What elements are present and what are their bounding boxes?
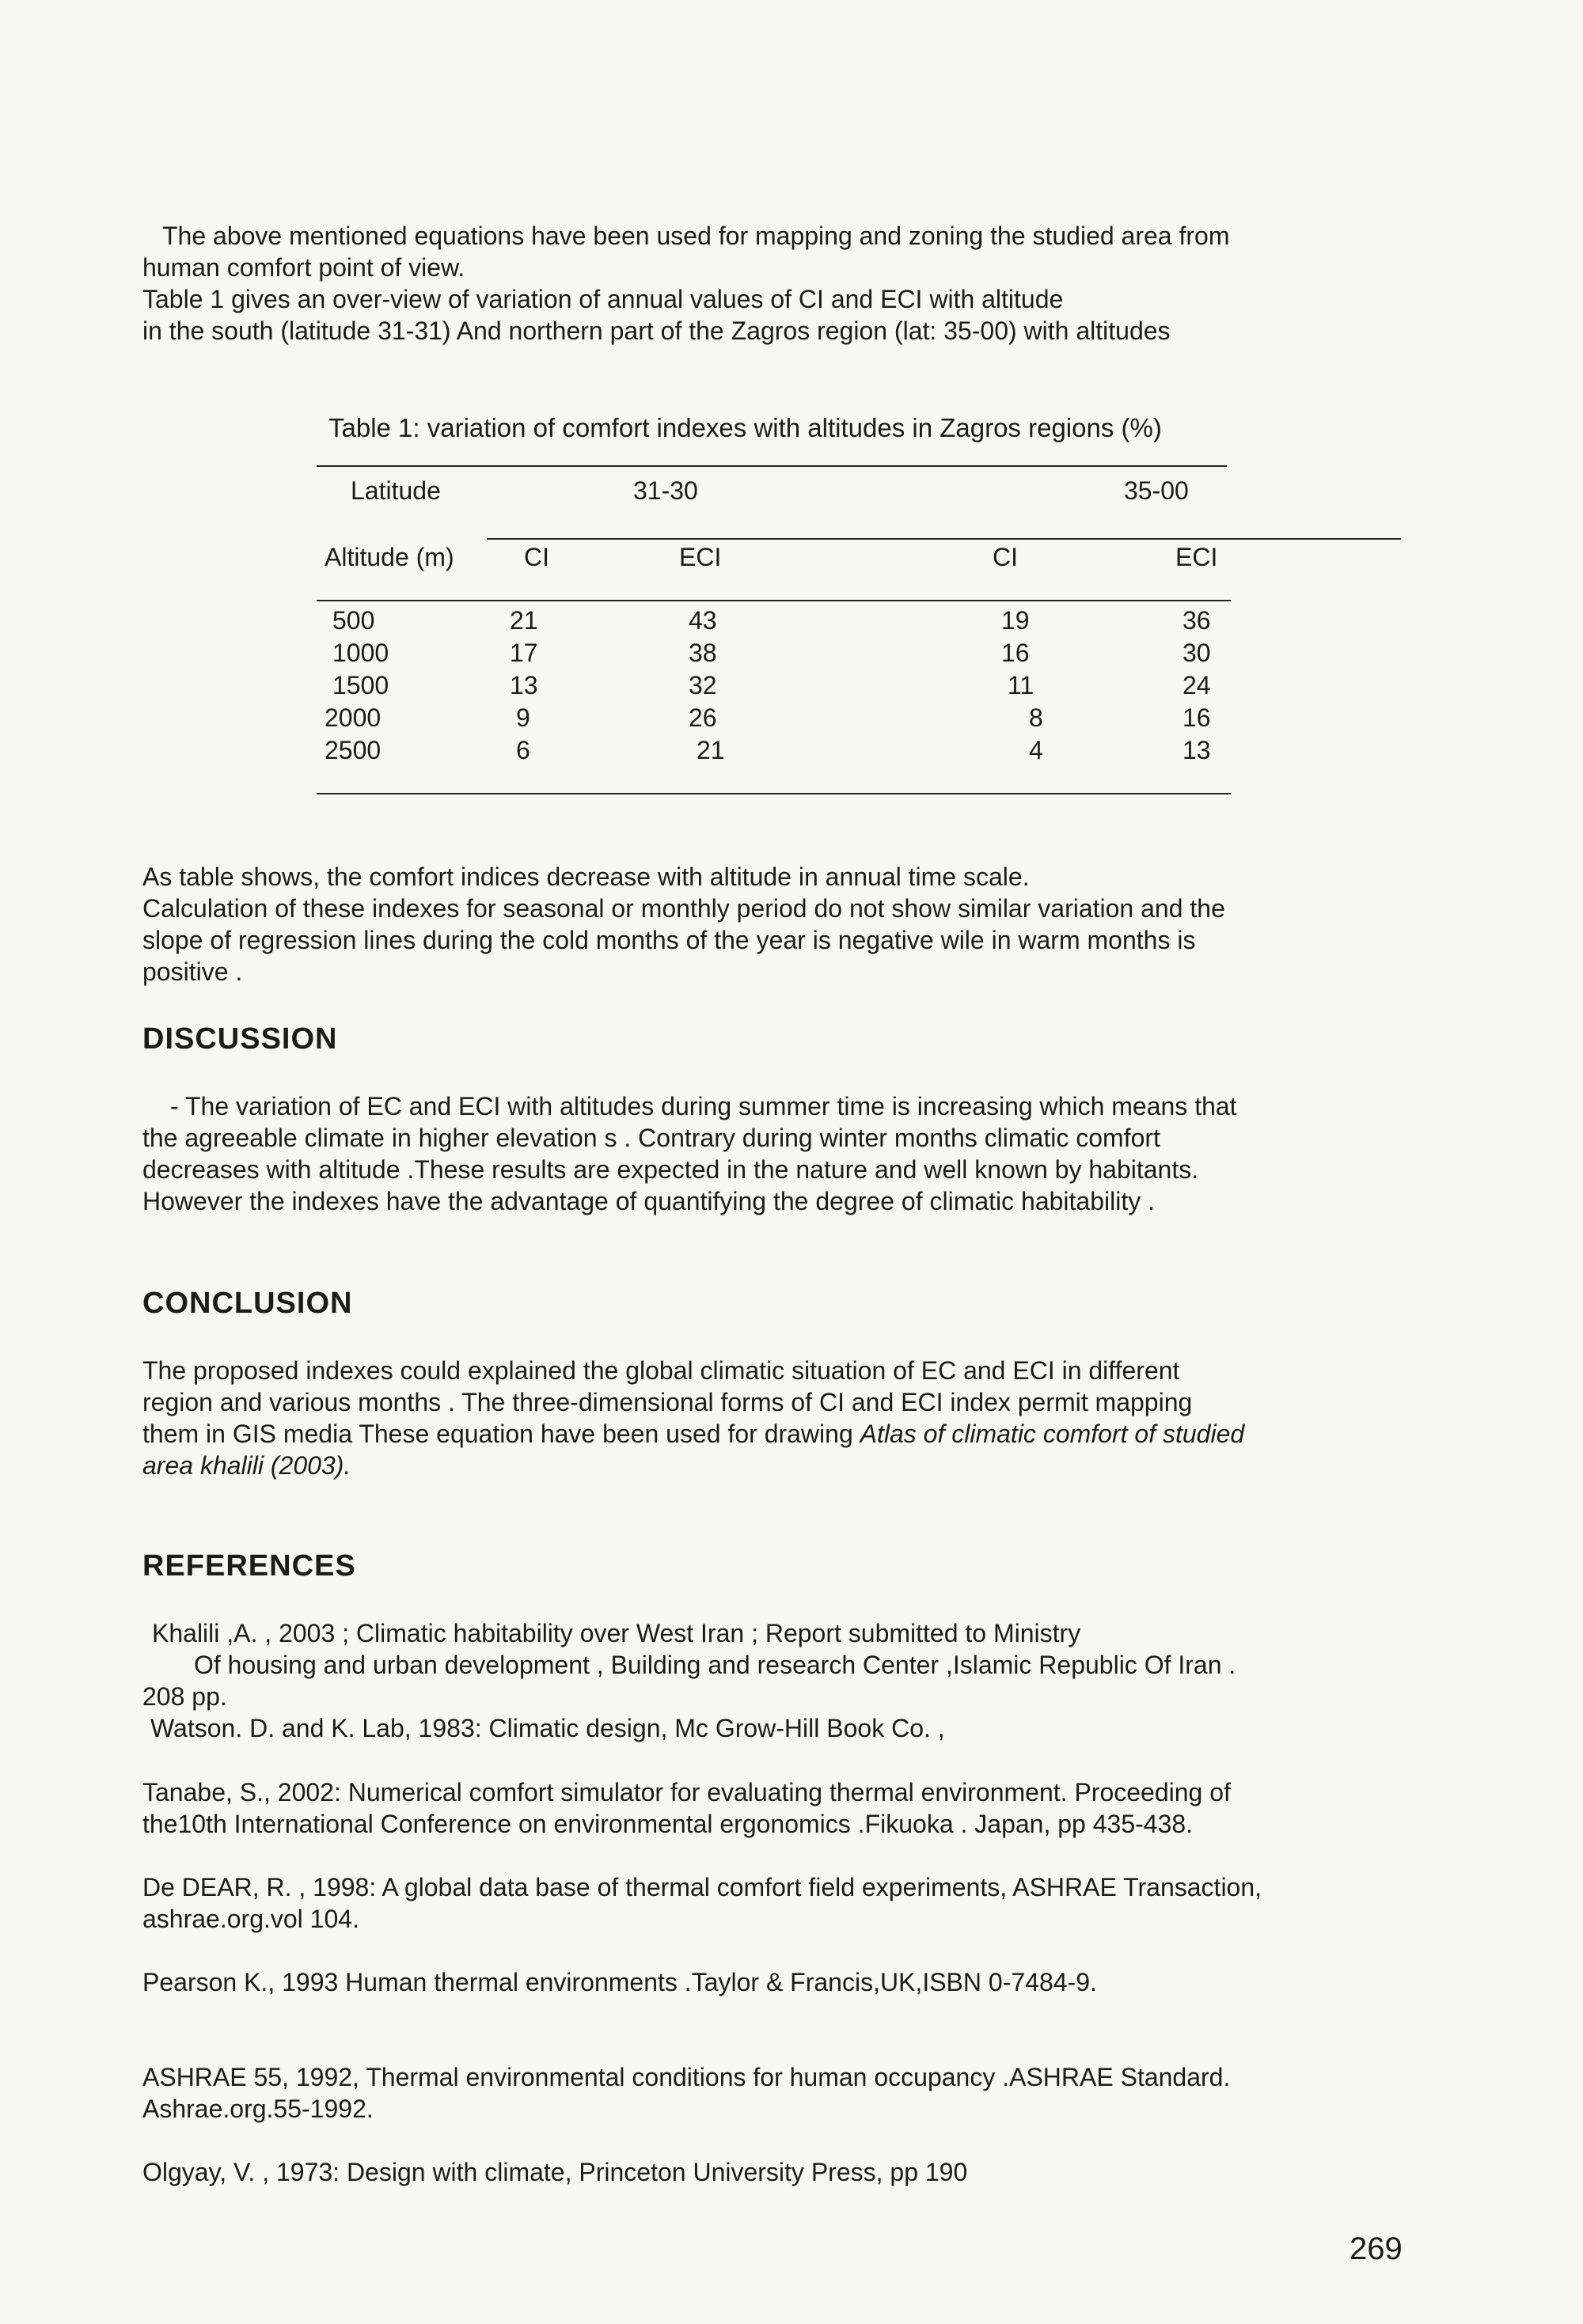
table-cell-eci-south: 21 [697,736,725,764]
table-cell-ci-south: 21 [510,606,538,635]
table-cell-eci-south: 32 [689,671,717,699]
table-cell-ci-south: 13 [510,671,538,699]
references-heading: REFERENCES [142,1549,356,1583]
table-cell-alt: 1500 [332,671,389,699]
table-cell-ci-north: 11 [1008,671,1034,699]
reference-entry: 208 pp. [142,1682,227,1711]
conclusion-line-1: The proposed indexes could explained the global climatic situation of EC and ECI in different [142,1356,1180,1385]
table-col-ci-north: CI [993,543,1018,571]
table-cell-alt: 500 [332,606,375,635]
table-cell-eci-north: 13 [1183,736,1211,764]
discussion-line-3: decreases with altitude .These results are expected in the nature and well known by habitants. [142,1155,1199,1184]
reference-entry: the10th International Conference on environmental ergonomics .Fikuoka . Japan, pp 435-438. [142,1810,1194,1838]
intro-line-1: The above mentioned equations have been used for mapping and zoning the studied area from [162,222,1230,250]
reference-entry: Khalili ,A. , 2003 ; Climatic habitability over West Iran ; Report submitted to Ministry [152,1619,1081,1647]
page-number: 269 [1350,2231,1403,2266]
table-cell-ci-north: 16 [1001,639,1030,667]
reference-entry: Tanabe, S., 2002: Numerical comfort simulator for evaluating thermal environment. Proceeding of [142,1778,1231,1807]
table-cell-eci-south: 38 [689,639,717,667]
reference-entry: Of housing and urban development , Building and research Center ,Islamic Republic Of Iran . [194,1651,1236,1679]
table-mid-rule [487,538,1401,540]
table-cell-ci-north: 19 [1001,606,1030,635]
reference-entry: De DEAR, R. , 1998: A global data base of thermal comfort field experiments, ASHRAE Transaction, [142,1873,1262,1901]
table-cell-ci-south: 9 [516,703,530,732]
reference-entry: Watson. D. and K. Lab, 1983: Climatic design, Mc Grow-Hill Book Co. , [150,1714,945,1742]
table-bottom-rule [317,793,1231,794]
table-lat-south: 31-30 [633,476,698,505]
reference-entry: ashrae.org.vol 104. [142,1905,359,1933]
table-col-eci-south: ECI [679,543,722,571]
table-col-eci-north: ECI [1175,543,1218,571]
table-cell-ci-north: 8 [1029,703,1043,732]
conclusion-line-2: region and various months . The three-dimensional forms of CI and ECI index permit mapping [142,1388,1193,1416]
table-lat-north: 35-00 [1124,476,1189,505]
table-top-rule [317,465,1227,467]
after-table-line-3: slope of regression lines during the cold months of the year is negative wile in warm months is [142,926,1196,954]
table-header-rule [317,600,1231,601]
conclusion-heading: CONCLUSION [142,1287,353,1320]
intro-line-4: in the south (latitude 31-31) And northern part of the Zagros region (lat: 35-00) with altitudes [142,317,1171,345]
conclusion-atlas-title: Atlas of climatic comfort of studied [860,1420,1245,1448]
discussion-line-1: - The variation of EC and ECI with altitudes during summer time is increasing which means that [170,1092,1237,1120]
table-cell-eci-north: 16 [1183,703,1211,732]
reference-entry: Olgyay, V. , 1973: Design with climate, Princeton University Press, pp 190 [142,2158,968,2186]
after-table-line-1: As table shows, the comfort indices decrease with altitude in annual time scale. [142,862,1030,891]
table-cell-eci-north: 24 [1183,671,1211,699]
after-table-line-2: Calculation of these indexes for seasonal or monthly period do not show similar variation and the [142,894,1225,923]
after-table-line-4: positive . [142,957,243,986]
discussion-line-2: the agreeable climate in higher elevation s . Contrary during winter months climatic comfort [142,1124,1160,1152]
table-cell-eci-south: 26 [689,703,717,732]
intro-line-2: human comfort point of view. [142,253,465,282]
table-cell-alt: 2000 [325,703,382,732]
table-caption: Table 1: variation of comfort indexes with altitudes in Zagros regions (%) [328,413,1162,442]
conclusion-line-3 [142,1418,1244,1450]
table-altitude-label: Altitude (m) [325,543,454,571]
table-cell-eci-north: 30 [1183,639,1211,667]
discussion-heading: DISCUSSION [142,1022,338,1056]
conclusion-line-3-text: them in GIS media These equation have been used for drawing [142,1420,860,1448]
table-cell-ci-south: 17 [510,639,538,667]
reference-entry: Ashrae.org.55-1992. [142,2095,374,2123]
table-cell-alt: 1000 [332,639,389,667]
table-cell-ci-south: 6 [516,736,530,764]
table-col-ci-south: CI [524,543,549,571]
table-cell-eci-north: 36 [1183,606,1211,635]
reference-entry: Pearson K., 1993 Human thermal environments .Taylor & Francis,UK,ISBN 0-7484-9. [142,1968,1097,1996]
discussion-line-4: However the indexes have the advantage of quantifying the degree of climatic habitability . [142,1187,1156,1215]
conclusion-atlas-citation: area khalili (2003). [142,1451,351,1480]
table-cell-eci-south: 43 [689,606,717,635]
table-cell-ci-north: 4 [1029,736,1043,764]
reference-entry: ASHRAE 55, 1992, Thermal environmental conditions for human occupancy .ASHRAE Standard. [142,2063,1231,2091]
table-cell-alt: 2500 [325,736,382,764]
intro-line-3: Table 1 gives an over-view of variation of annual values of CI and ECI with altitude [142,285,1064,313]
table-latitude-label: Latitude [351,476,441,505]
